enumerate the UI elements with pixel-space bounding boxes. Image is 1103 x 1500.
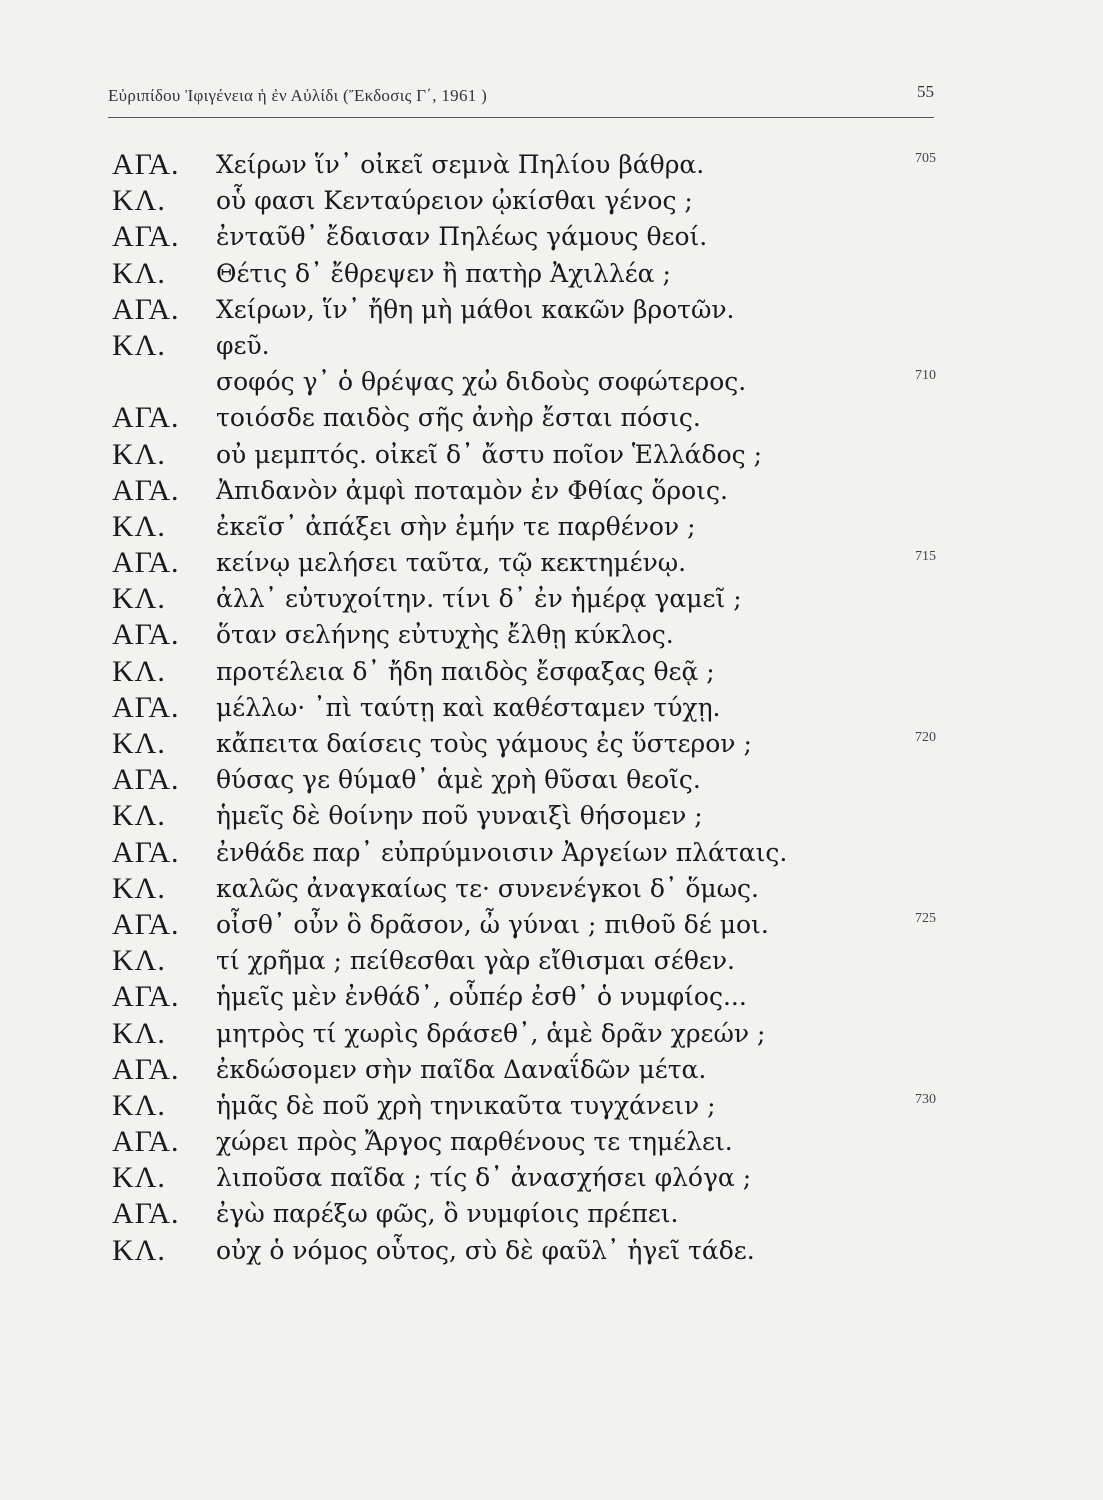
speaker-label: ΚΛ. — [112, 727, 166, 760]
speaker-label: ΑΓΑ. — [112, 1125, 180, 1159]
speaker-label: ΚΛ. — [112, 1088, 166, 1122]
speaker-label: ΑΓΑ. — [112, 220, 180, 254]
verse-text-line: κἄπειτα δαίσεις τοὺς γάμους ἐς ὕστερον ; — [216, 729, 752, 758]
verse-line — [0, 1016, 1103, 1052]
line-number: 730 — [915, 1091, 936, 1107]
verse-line — [0, 1160, 1103, 1196]
verse-text-line: Θέτις δ᾽ ἔθρεψεν ἢ πατὴρ Ἀχιλλέα ; — [216, 258, 671, 288]
verse-text-line: ἡμεῖς δὲ θοίνην ποῦ γυναιξὶ θήσομεν ; — [216, 801, 703, 831]
verse-text-line: ὅταν σελήνης εὐτυχὴς ἔλθῃ κύκλος. — [216, 620, 674, 650]
speaker-label: ΚΛ. — [112, 582, 166, 616]
verse-line — [0, 364, 1103, 400]
verse-line — [0, 1088, 1103, 1124]
line-number: 705 — [915, 151, 936, 166]
verse-text-line: χώρει πρὸς Ἄργος παρθένους τε τημέλει. — [216, 1127, 733, 1157]
verse-text-line: οὐχ ὁ νόμος οὗτος, σὺ δὲ φαῦλ᾽ ἡγεῖ τάδε. — [216, 1235, 755, 1265]
verse-line — [0, 907, 1103, 943]
verse-text-line: Χείρων ἵν᾽ οἰκεῖ σεμνὰ Πηλίου βάθρα. — [216, 150, 705, 179]
speaker-label: ΚΛ. — [112, 1161, 166, 1195]
verse-line — [0, 835, 1103, 871]
speaker-label: ΑΓΑ. — [112, 148, 180, 181]
speaker-label: ΑΓΑ. — [112, 618, 180, 652]
verse-line — [0, 328, 1103, 364]
verse-line — [0, 979, 1103, 1015]
verse-text-line: τί χρῆμα ; πείθεσθαι γὰρ εἴθισμαι σέθεν. — [216, 946, 735, 976]
page-number: 55 — [917, 82, 934, 101]
verse-text-line: προτέλεια δ᾽ ἤδη παιδὸς ἔσφαξας θεᾷ ; — [216, 656, 715, 686]
verse-text-line: κείνῳ μελήσει ταῦτα, τῷ κεκτημένῳ. — [216, 548, 687, 578]
verse-line — [0, 871, 1103, 907]
speaker-label: ΑΓΑ. — [112, 473, 180, 507]
verse-text-line: θύσας γε θύμαθ᾽ ἁμὲ χρὴ θῦσαι θεοῖς. — [216, 765, 701, 795]
verse-line — [0, 545, 1103, 581]
speaker-label: ΑΓΑ. — [112, 907, 180, 941]
verse-line — [0, 1196, 1103, 1232]
verse-text-line: ἐκεῖσ᾽ ἀπάξει σὴν ἐμήν τε παρθένον ; — [216, 511, 696, 541]
verse-line — [0, 437, 1103, 473]
speaker-label: ΑΓΑ. — [112, 546, 180, 580]
verse-line — [0, 400, 1103, 436]
verse-text-line: μέλλω· ᾽πὶ ταύτῃ καὶ καθέσταμεν τύχῃ. — [216, 692, 721, 722]
line-number: 725 — [915, 910, 936, 926]
line-number: 720 — [915, 730, 936, 745]
running-title: Εὐριπίδου Ἰφιγένεια ἡ ἐν Αὐλίδι (Ἔκδοσις Γ΄, 1961 ) — [108, 86, 488, 105]
verse-text-line: ἐκδώσομεν σὴν παῖδα Δαναΐδῶν μέτα. — [216, 1054, 707, 1084]
verse-text-line: Ἀπιδανὸν ἀμφὶ ποταμὸν ἐν Φθίας ὅροις. — [216, 475, 728, 505]
verse-line — [0, 147, 1103, 183]
verse-text-line: ἐνταῦθ᾽ ἔδαισαν Πηλέως γάμους θεοί. — [216, 222, 708, 252]
verse-text-line: Χείρων, ἵν᾽ ἤθη μὴ μάθοι κακῶν βροτῶν. — [216, 294, 735, 324]
verse-line — [0, 1124, 1103, 1160]
speaker-label: ΚΛ. — [112, 328, 166, 362]
verse-text-line: καλῶς ἀναγκαίως τε· συνενέγκοι δ᾽ ὅμως. — [216, 873, 759, 903]
speaker-label: ΚΛ. — [112, 871, 166, 905]
verse-line — [0, 581, 1103, 617]
verse-line — [0, 183, 1103, 219]
line-number: 710 — [915, 368, 936, 384]
verse-text-line: μητρὸς τί χωρὶς δράσεθ᾽, ἁμὲ δρᾶν χρεών ; — [216, 1018, 766, 1048]
verse-line — [0, 690, 1103, 726]
speaker-label: ΚΛ. — [112, 509, 166, 543]
speaker-label: ΑΓΑ. — [112, 980, 180, 1014]
speaker-label: ΑΓΑ. — [112, 690, 180, 724]
verse-text-line: οὐ μεμπτός. οἰκεῖ δ᾽ ἄστυ ποῖον Ἑλλάδος ; — [216, 439, 763, 469]
verse-line — [0, 654, 1103, 690]
verse-text-line: λιποῦσα παῖδα ; τίς δ᾽ ἀνασχήσει φλόγα ; — [216, 1163, 752, 1193]
speaker-label: ΚΛ. — [112, 256, 166, 290]
verse-text — [0, 147, 1103, 1269]
speaker-label: ΑΓΑ. — [112, 835, 180, 869]
speaker-label: ΚΛ. — [112, 944, 166, 978]
page-header — [108, 82, 934, 116]
verse-line — [0, 256, 1103, 292]
verse-text-line: οὗ φασι Κενταύρειον ᾠκίσθαι γένος ; — [216, 186, 693, 216]
verse-line — [0, 292, 1103, 328]
line-number: 715 — [915, 549, 936, 565]
speaker-label: ΚΛ. — [112, 1016, 166, 1050]
verse-line — [0, 219, 1103, 255]
speaker-label: ΚΛ. — [112, 437, 166, 471]
speaker-label: ΚΛ. — [112, 184, 166, 218]
verse-line — [0, 473, 1103, 509]
verse-line — [0, 1052, 1103, 1088]
speaker-label: ΑΓΑ. — [112, 1197, 180, 1231]
verse-text-line: σοφός γ᾽ ὁ θρέψας χὠ διδοὺς σοφώτερος. — [216, 367, 747, 397]
verse-text-line: οἶσθ᾽ οὖν ὃ δρᾶσον, ὦ γύναι ; πιθοῦ δέ μοι. — [216, 909, 769, 939]
verse-text-line: τοιόσδε παιδὸς σῆς ἀνὴρ ἔσται πόσις. — [216, 403, 701, 433]
speaker-label: ΑΓΑ. — [112, 1052, 180, 1086]
verse-text-line: ἀλλ᾽ εὐτυχοίτην. τίνι δ᾽ ἐν ἡμέρᾳ γαμεῖ ; — [216, 584, 742, 614]
verse-text-line: ἐνθάδε παρ᾽ εὐπρύμνοισιν Ἀργείων πλάταις. — [216, 837, 788, 867]
verse-text-line: ἐγὼ παρέξω φῶς, ὃ νυμφίοις πρέπει. — [216, 1199, 679, 1229]
verse-line — [0, 798, 1103, 834]
verse-text-line: ἡμεῖς μὲν ἐνθάδ᾽, οὗπέρ ἐσθ᾽ ὁ νυμφίος... — [216, 982, 747, 1012]
verse-line — [0, 943, 1103, 979]
speaker-label: ΑΓΑ. — [112, 401, 180, 435]
verse-line — [0, 762, 1103, 798]
verse-line — [0, 726, 1103, 762]
verse-line — [0, 1233, 1103, 1269]
speaker-label: ΑΓΑ. — [112, 292, 180, 326]
verse-line — [0, 509, 1103, 545]
verse-text-line: φεῦ. — [216, 330, 270, 360]
header-rule — [108, 117, 934, 118]
speaker-label: ΚΛ. — [112, 799, 166, 833]
speaker-label: ΚΛ. — [112, 1233, 166, 1267]
speaker-label: ΑΓΑ. — [112, 763, 180, 797]
speaker-label: ΚΛ. — [112, 654, 166, 688]
verse-text-line: ἡμᾶς δὲ ποῦ χρὴ τηνικαῦτα τυγχάνειν ; — [216, 1090, 716, 1120]
verse-line — [0, 617, 1103, 653]
